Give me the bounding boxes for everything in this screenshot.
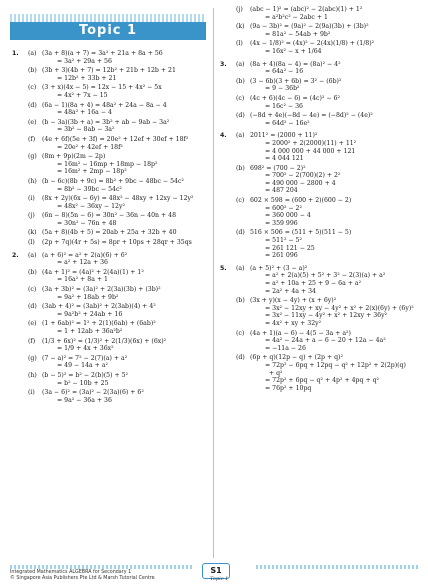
working-line: (6p + q)(12p − q) + (2p + q)² xyxy=(250,354,343,362)
working-line: = 16m² + 2mp − 18p² xyxy=(57,168,127,176)
solution-part xyxy=(236,95,420,110)
part-label: (i) xyxy=(28,389,35,397)
working-line: (a + 5)² + (3 − a)² xyxy=(250,264,308,272)
working-line: 2011² = (2000 + 11)² xyxy=(250,132,318,140)
topic-title: Topic 1 xyxy=(10,22,206,40)
working-lines xyxy=(250,95,420,110)
working-line: = 487 204 xyxy=(265,187,298,195)
solution-part xyxy=(28,153,208,176)
part-label: (j) xyxy=(236,6,243,13)
working-line: = 12b² + 33b + 21 xyxy=(57,74,117,82)
part-label: (b) xyxy=(236,297,245,305)
working-line: = a² + 10a + 25 + 9 − 6a + a² xyxy=(265,280,362,287)
working-line: = 72p² + 6pq − q² + 4p² + 4pq + q² xyxy=(265,377,380,385)
part-label: (b) xyxy=(236,164,245,172)
working-line: = a² + 2(a)(5) + 5² + 3² − 2(3)(a) + a² xyxy=(265,272,386,280)
working-line: (b − 6c)(8b + 9c) = 8b² + 9bc − 48bc − 54c² xyxy=(42,177,184,185)
working-lines xyxy=(250,61,420,76)
working-line: (6a − 1)(8a + 4) = 48a² + 24a − 8a − 4 xyxy=(42,101,167,109)
working-line: (8a + 4)(8a − 4) = (8a)² − 4² xyxy=(250,60,341,68)
working-lines xyxy=(42,67,208,82)
question-parts xyxy=(28,252,208,407)
solution-part xyxy=(236,354,420,392)
working-lines xyxy=(42,389,208,404)
working-lines xyxy=(42,303,208,318)
working-line: = 2000² + 2(2000)(11) + 11² xyxy=(265,139,357,147)
question-parts xyxy=(28,50,208,249)
working-line: (6n − 8)(5n − 6) = 30n² − 36n − 40n + 48 xyxy=(42,212,177,220)
working-line: = 16a² + 8a + 1 xyxy=(57,276,108,284)
solution-part xyxy=(236,197,420,227)
working-line: (1 + 6ab)² = 1² + 2(1)(6ab) + (6ab)² xyxy=(42,320,156,328)
working-line: (3 − 6b)(3 + 6b) = 3² − (6b)² xyxy=(250,77,342,85)
working-line: (b − 5)² = b² − 2(b)(5) + 5² xyxy=(42,371,129,379)
part-label: (a) xyxy=(236,264,245,272)
working-line: = 261 096 xyxy=(265,252,298,260)
working-line: (4a + 1)(a − 6) − 4(5 − 3a + a²) xyxy=(250,329,351,337)
part-label: (a) xyxy=(28,50,37,57)
question-number: 1. xyxy=(12,50,19,57)
solution-part xyxy=(236,78,420,93)
working-lines xyxy=(250,78,420,93)
working-line: = 30n² − 76n + 48 xyxy=(57,219,117,227)
solution-part xyxy=(28,303,208,318)
working-line: = 48x² − 36xy − 12y² xyxy=(57,202,125,210)
working-line: = 3x² − 12xy + xy − 4y² + x² + 2(x)(6y) + (6y)² xyxy=(265,304,414,312)
part-label: (j) xyxy=(28,212,35,220)
working-lines xyxy=(250,229,420,259)
working-lines xyxy=(250,112,420,127)
part-label: (a) xyxy=(28,251,37,259)
solution-part xyxy=(236,165,420,195)
footer-credits xyxy=(10,570,155,582)
part-label: (l) xyxy=(28,239,35,247)
working-lines xyxy=(42,119,208,134)
solution-part xyxy=(236,229,420,259)
working-line: = 64d² − 16e² xyxy=(265,119,310,127)
working-line: = a²b²c² − 2abc + 1 xyxy=(265,13,328,21)
part-label: (g) xyxy=(28,354,37,362)
working-line: (3b + 3)(4b + 7) = 12b² + 21b + 12b + 21 xyxy=(42,67,176,75)
question-number: 3. xyxy=(220,60,227,68)
working-lines xyxy=(250,40,420,55)
banner-stripes xyxy=(10,14,206,22)
working-line: (3ab + 4)² = (3ab)² + 2(3ab)(4) + 4² xyxy=(42,303,156,311)
working-line: (abc − 1)² = (abc)² − 2(abc)(1) + 1² xyxy=(250,6,363,13)
working-line: (4a + 1)² = (4a)² + 2(4a)(1) + 1² xyxy=(42,268,144,276)
working-line: (4c + 6)(4c − 6) = (4c)² − 6² xyxy=(250,94,340,102)
question xyxy=(220,61,420,130)
solution-part xyxy=(28,338,208,353)
working-line: = 511² − 5² xyxy=(265,237,302,245)
question-number: 4. xyxy=(220,132,227,140)
working-lines xyxy=(42,153,208,176)
footer-rule-right xyxy=(256,565,420,569)
working-line: = 4x² + 7x − 15 xyxy=(57,91,108,99)
solution-part xyxy=(236,330,420,353)
working-line: 602 × 598 = (600 + 2)(600 − 2) xyxy=(250,197,352,205)
working-lines xyxy=(42,84,208,99)
left-column xyxy=(12,50,208,409)
working-line: = b² − 10b + 25 xyxy=(57,379,109,387)
question xyxy=(12,50,208,249)
working-line: (9a − 3b)² = (9a)² − 2(9a)(3b) + (3b)² xyxy=(250,23,369,31)
question xyxy=(220,265,420,395)
working-line: = 72p² − 6pq + 12pq − q² + 12p² + 2(2p)(q) xyxy=(265,361,406,369)
working-line: = 360 000 − 4 xyxy=(265,212,311,220)
part-label: (i) xyxy=(28,195,35,203)
part-label: (h) xyxy=(28,371,37,379)
right-column xyxy=(220,6,420,397)
working-line: 516 × 506 = (511 + 5)(511 − 5) xyxy=(250,229,352,237)
working-line: = 1/9 + 4x + 36x² xyxy=(57,345,114,353)
working-lines xyxy=(42,338,208,353)
solution-part xyxy=(236,40,420,55)
working-line: (1/3 + 6x)² = (1/3)² + 2(1/3)(6x) + (6x)² xyxy=(42,337,167,345)
part-label: (a) xyxy=(236,60,245,68)
part-label: (c) xyxy=(236,329,245,337)
solution-part xyxy=(236,297,420,327)
working-lines xyxy=(250,6,420,21)
working-line: = −11a − 26 xyxy=(265,344,306,352)
solution-part xyxy=(236,6,420,21)
working-line: = 9a² − 36a + 36 xyxy=(57,396,112,404)
working-line: (3a + 3b)² = (3a)² + 2(3a)(3b) + (3b)² xyxy=(42,286,161,294)
working-line: = 4 044 121 xyxy=(265,155,304,163)
part-label: (c) xyxy=(28,286,37,294)
working-line: = a² + 12a + 36 xyxy=(57,259,108,267)
working-line: = 3b² − 8ab − 3a² xyxy=(57,126,115,134)
working-line: = 64a² − 16 xyxy=(265,68,304,76)
part-label: (d) xyxy=(28,101,37,109)
working-lines xyxy=(250,330,420,353)
working-lines xyxy=(250,165,420,195)
working-lines xyxy=(42,212,208,227)
working-line: (8x + 2y)(6x − 6y) = 48x² − 48xy + 12xy − 12y² xyxy=(42,195,194,203)
question xyxy=(220,6,420,58)
working-line: (b − 3a)(3b + a) = 3b² + ab − 9ab − 3a² xyxy=(42,118,170,126)
question xyxy=(220,132,420,262)
part-label: (h) xyxy=(28,177,37,185)
working-line: = 16c² − 36 xyxy=(265,102,303,110)
working-line: (7 − a)² = 7² − 2(7)(a) + a² xyxy=(42,354,128,362)
working-line: (4x − 1/8)² = (4x)² − 2(4x)(1/8) + (1/8)² xyxy=(250,40,375,48)
working-lines xyxy=(42,355,208,370)
working-line: = 76p² + 10pq xyxy=(265,384,312,392)
part-label: (a) xyxy=(236,132,245,140)
working-lines xyxy=(42,372,208,387)
solution-part xyxy=(28,229,208,237)
working-line: = 16m² − 16mp + 18mp − 18p² xyxy=(57,160,158,168)
working-line: (5a + 8)(4b + 5) = 20ab + 25a + 32b + 40 xyxy=(42,229,177,237)
working-line: = 3x² − 11xy − 4y² + x² + 12xy + 36y² xyxy=(265,312,388,320)
working-line: = 81a² − 54ab + 9b² xyxy=(265,30,331,38)
part-label: (l) xyxy=(236,40,243,48)
working-lines xyxy=(42,102,208,117)
solution-part xyxy=(236,265,420,295)
question-parts xyxy=(236,61,420,130)
solution-part xyxy=(28,212,208,227)
footer-rule-left xyxy=(10,565,194,569)
solution-part xyxy=(28,239,208,247)
part-label: (g) xyxy=(28,153,37,161)
footer-book-title: Integrated Mathematics ALGEBRA for Secondary 1 xyxy=(10,570,132,575)
solution-part xyxy=(28,355,208,370)
solution-part xyxy=(28,119,208,134)
working-line: + q² xyxy=(265,369,283,377)
solution-part xyxy=(28,372,208,387)
question-parts xyxy=(236,132,420,262)
working-lines xyxy=(250,132,420,162)
working-line: (2p + 7q)(4r + 5s) = 8pr + 10ps + 28qr + 35qs xyxy=(42,239,192,247)
working-line: 698² = (700 − 2)² xyxy=(250,164,306,172)
working-line: = 1 + 12ab + 36a²b² xyxy=(57,328,123,335)
solution-part xyxy=(28,136,208,151)
part-label: (k) xyxy=(236,23,245,31)
working-line: (4e + 6f)(5e + 3f) = 20e² + 12ef + 30ef + 18f² xyxy=(42,135,189,143)
part-label: (d) xyxy=(236,229,245,237)
working-lines xyxy=(250,354,420,392)
solution-part xyxy=(28,50,208,65)
working-line: = 3a² + 29a + 56 xyxy=(57,57,112,65)
footer-copyright: © Singapore Asia Publishers Pte Ltd & Marsh Tutorial Centre xyxy=(10,576,155,581)
working-line: (−8d + 4e)(−8d − 4e) = (−8d)² − (4e)² xyxy=(250,112,373,120)
working-lines xyxy=(42,239,208,247)
solution-part xyxy=(28,195,208,210)
working-line: = 4x² + xy + 32y² xyxy=(265,319,322,327)
working-line: = 8b² − 39bc − 54c² xyxy=(57,185,122,193)
question xyxy=(12,252,208,407)
part-label: (d) xyxy=(236,354,245,362)
working-line: = 2a² + 4a + 34 xyxy=(265,287,316,295)
working-lines xyxy=(250,23,420,38)
working-lines xyxy=(250,297,420,327)
topic-banner xyxy=(10,8,206,40)
part-label: (d) xyxy=(236,112,245,120)
part-label: (c) xyxy=(236,94,245,102)
working-line: (3a + 8)(a + 7) = 3a² + 21a + 8a + 56 xyxy=(42,50,163,57)
solution-part xyxy=(236,61,420,76)
part-label: (c) xyxy=(236,197,245,205)
part-label: (k) xyxy=(28,229,37,237)
working-lines xyxy=(42,178,208,193)
solution-part xyxy=(28,102,208,117)
question-number: 2. xyxy=(12,251,19,259)
working-lines xyxy=(42,136,208,151)
working-line: = 4a² − 24a + a − 6 − 20 + 12a − 4a² xyxy=(265,337,386,345)
working-line: = 20e² + 42ef + 18f² xyxy=(57,143,123,151)
working-line: = 49 − 14a + a² xyxy=(57,362,108,370)
working-line: = 261 121 − 25 xyxy=(265,244,315,252)
working-line: = 4 000 000 + 44 000 + 121 xyxy=(265,147,356,155)
working-line: = 490 000 − 2800 + 4 xyxy=(265,179,336,187)
page-number: S1 xyxy=(202,563,230,579)
part-label: (b) xyxy=(28,268,37,276)
working-lines xyxy=(250,265,420,295)
question-number: 5. xyxy=(220,264,227,272)
solution-part xyxy=(28,252,208,267)
working-line: = 700² − 2(700)(2) + 2² xyxy=(265,172,341,180)
working-line: = 9 − 36b² xyxy=(265,85,300,93)
column-divider xyxy=(213,8,214,558)
footer-topic: Topic 1 xyxy=(210,576,229,582)
working-lines xyxy=(250,197,420,227)
solution-part xyxy=(28,320,208,335)
working-lines xyxy=(42,229,208,237)
solution-part xyxy=(28,84,208,99)
working-line: = 9a²b² + 24ab + 16 xyxy=(57,310,123,318)
working-line: = 9a² + 18ab + 9b² xyxy=(57,293,119,301)
working-lines xyxy=(42,269,208,284)
working-lines xyxy=(42,286,208,301)
working-line: (a + 6)² = a² + 2(a)(6) + 6² xyxy=(42,251,128,259)
question-number xyxy=(220,6,236,58)
part-label: (c) xyxy=(28,84,37,92)
solution-part xyxy=(236,23,420,38)
working-line: (3 + x)(4x − 5) = 12x − 15 + 4x² − 5x xyxy=(42,84,162,92)
solution-part xyxy=(236,112,420,127)
part-label: (b) xyxy=(28,67,37,75)
working-lines xyxy=(42,195,208,210)
solution-part xyxy=(28,269,208,284)
working-line: (3a − 6)² = (3a)² − 2(3a)(6) + 6² xyxy=(42,389,144,397)
part-label: (e) xyxy=(28,320,37,328)
part-label: (f) xyxy=(28,135,36,143)
working-line: = 359 996 xyxy=(265,219,298,227)
working-lines xyxy=(42,252,208,267)
page-footer xyxy=(10,563,420,583)
part-label: (e) xyxy=(28,118,37,126)
question-parts xyxy=(236,265,420,395)
working-lines xyxy=(42,320,208,335)
part-label: (b) xyxy=(236,77,245,85)
working-line: = 16x² − x + 1/64 xyxy=(265,47,322,55)
part-label: (f) xyxy=(28,337,36,345)
solution-part xyxy=(28,178,208,193)
working-lines xyxy=(42,50,208,65)
working-line: = 48a² + 16a − 4 xyxy=(57,109,112,117)
working-line: (8m + 9p)(2m − 2p) xyxy=(42,153,106,161)
solution-part xyxy=(236,132,420,162)
solution-part xyxy=(28,286,208,301)
part-label: (d) xyxy=(28,303,37,311)
question-parts xyxy=(236,6,420,58)
working-line: (3x + y)(x − 4y) + (x + 6y)² xyxy=(250,297,337,305)
working-line: = 600² − 2² xyxy=(265,204,302,212)
solution-part xyxy=(28,67,208,82)
solution-part xyxy=(28,389,208,404)
